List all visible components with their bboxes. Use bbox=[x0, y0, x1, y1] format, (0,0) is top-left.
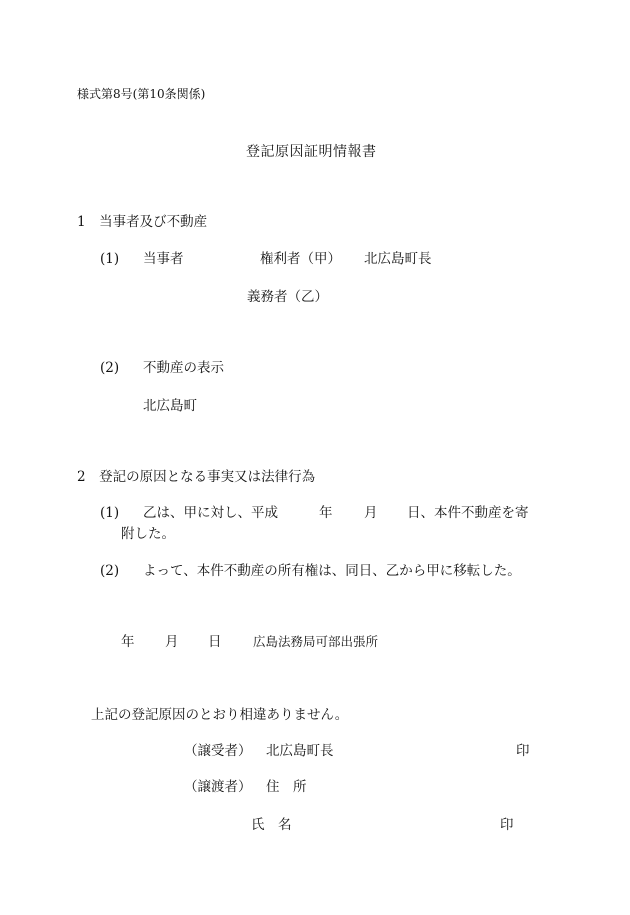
document-title: 登記原因証明情報書 bbox=[246, 144, 377, 160]
section2-heading: 2 登記の原因となる事実又は法律行為 bbox=[77, 469, 316, 485]
declaration-text: 上記の登記原因のとおり相違ありません。 bbox=[91, 707, 349, 723]
grantor-name-label: 氏 名 bbox=[251, 817, 292, 833]
grantee-seal-mark: 印 bbox=[516, 743, 530, 759]
grantee-name: 北広島町長 bbox=[364, 251, 432, 267]
donation-text-line2: 附した。 bbox=[121, 526, 175, 542]
donation-text-start: 乙は、甲に対し、平成 bbox=[143, 505, 278, 521]
section2-item2-number: (2) bbox=[100, 563, 120, 579]
grantee-signature-name: 北広島町長 bbox=[266, 743, 334, 759]
form-number: 様式第8号(第10条関係) bbox=[77, 87, 206, 101]
donation-month-label: 月 bbox=[364, 505, 378, 521]
grantor-seal-mark: 印 bbox=[500, 817, 514, 833]
section2-item1-number: (1) bbox=[100, 505, 120, 521]
section1-heading: 1 当事者及び不動産 bbox=[77, 214, 208, 230]
donation-text-end: 日、本件不動産を寄 bbox=[407, 505, 529, 521]
grantor-signature-role: （譲渡者） bbox=[184, 779, 252, 795]
donation-year-label: 年 bbox=[319, 505, 333, 521]
grantee-signature-role: （譲受者） bbox=[184, 743, 252, 759]
registry-office: 広島法務局可部出張所 bbox=[253, 634, 379, 649]
section1-item1-number: (1) bbox=[100, 251, 120, 267]
grantor-address-label: 住 所 bbox=[266, 779, 307, 795]
date-day-label: 日 bbox=[208, 634, 222, 650]
grantor-role: 義務者（乙） bbox=[247, 289, 328, 305]
party-label: 当事者 bbox=[143, 251, 184, 267]
date-year-label: 年 bbox=[121, 634, 135, 650]
grantee-role: 権利者（甲） bbox=[260, 251, 341, 267]
transfer-text: よって、本件不動産の所有権は、同日、乙から甲に移転した。 bbox=[143, 563, 521, 579]
section1-item2-number: (2) bbox=[100, 360, 120, 376]
property-location: 北広島町 bbox=[143, 398, 197, 414]
property-label: 不動産の表示 bbox=[143, 360, 224, 376]
date-month-label: 月 bbox=[165, 634, 179, 650]
